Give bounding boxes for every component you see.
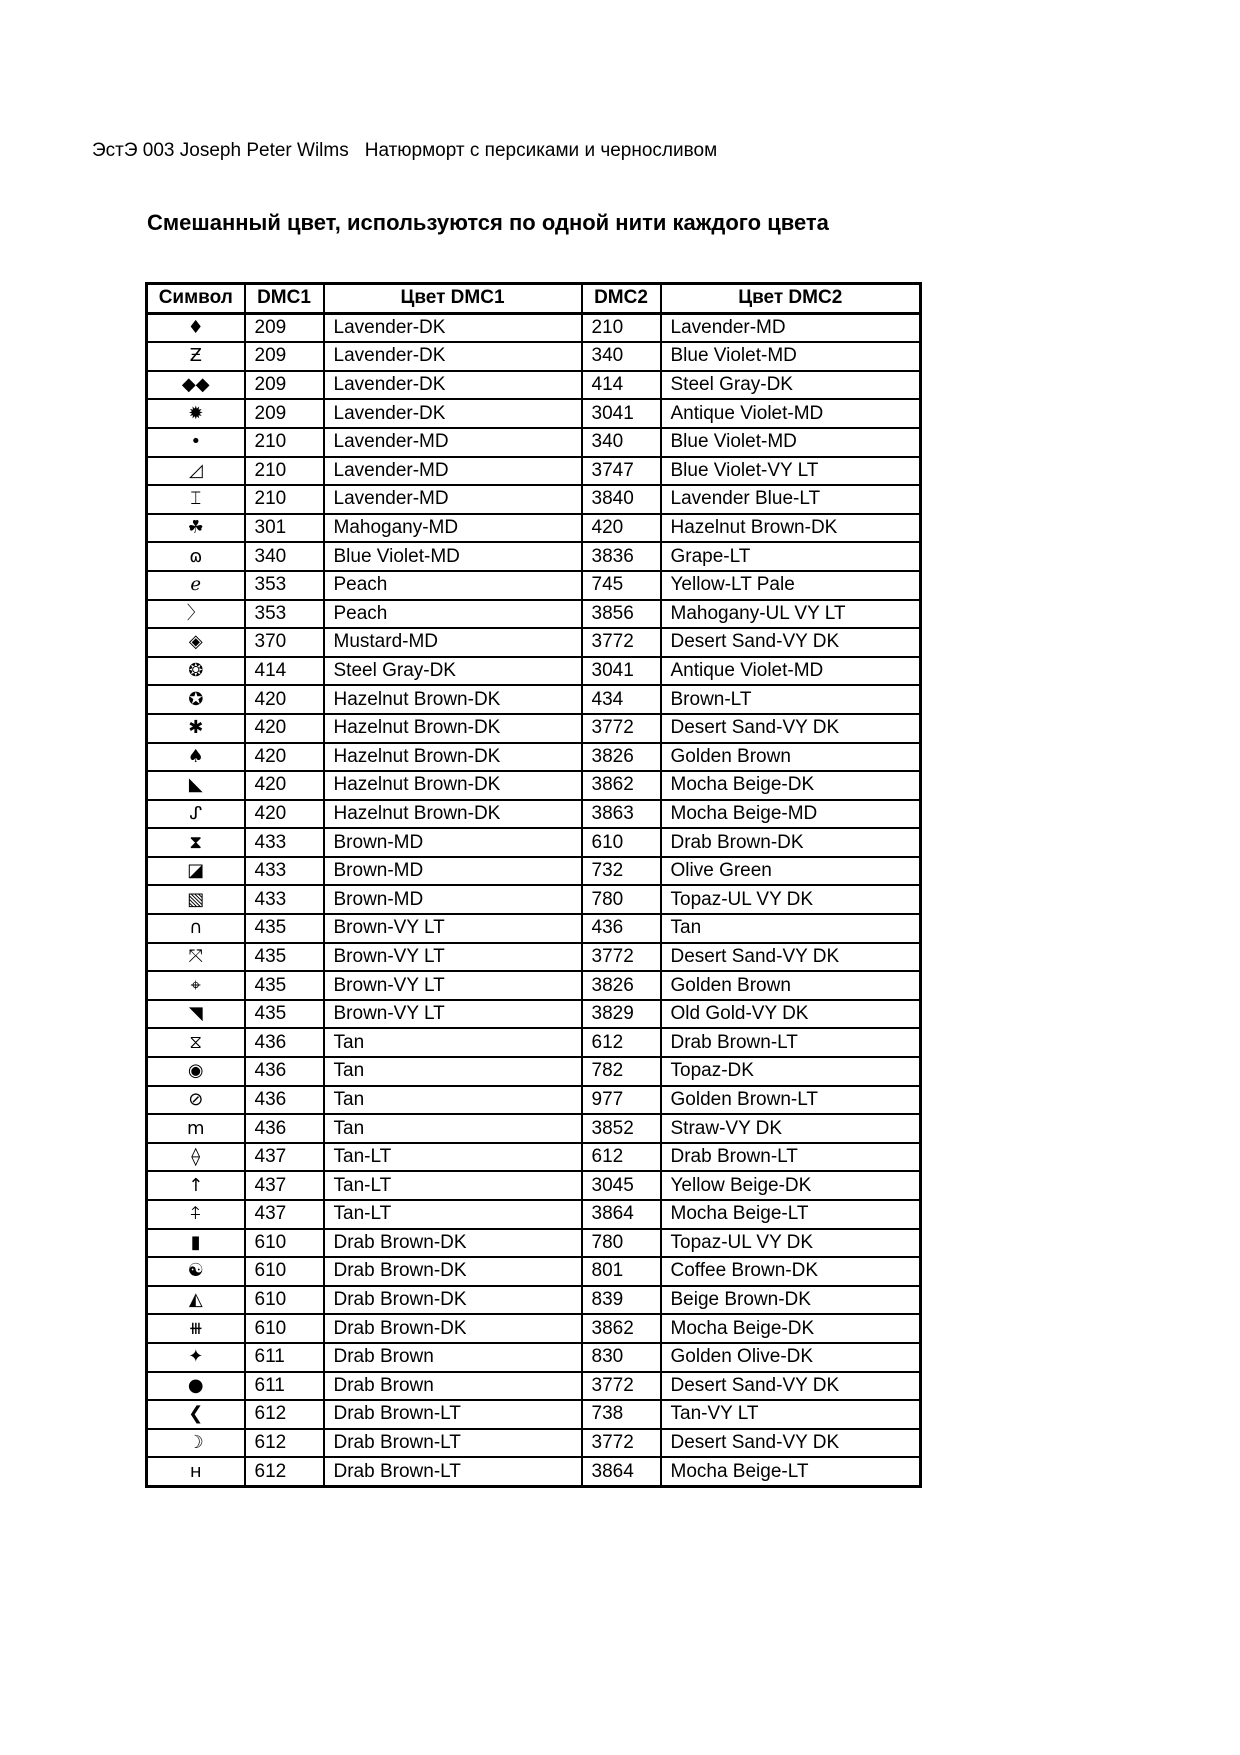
cell-dmc1: 210 [245,457,324,486]
cell-dmc2: 612 [582,1028,661,1057]
cell-symbol: ☘ [147,514,245,543]
cell-dmc1: 436 [245,1028,324,1057]
cell-dmc2: 3826 [582,971,661,1000]
cell-dmc1-color: Hazelnut Brown-DK [324,743,582,772]
table-row [147,1429,921,1458]
cell-symbol: ▧ [147,885,245,914]
table-row [147,1286,921,1315]
cell-dmc2-color: Mahogany-UL VY LT [661,600,921,629]
cell-dmc2-color: Blue Violet-MD [661,342,921,371]
table-header-row [147,284,921,314]
cell-dmc1: 436 [245,1086,324,1115]
cell-dmc1-color: Lavender-MD [324,485,582,514]
column-header-dmc1: DMC1 [245,284,324,314]
cell-symbol: ◆◆ [147,371,245,400]
cell-dmc2-color: Drab Brown-LT [661,1143,921,1172]
table-row [147,600,921,629]
cell-dmc1: 420 [245,800,324,829]
cell-dmc2-color: Mocha Beige-MD [661,800,921,829]
cell-dmc2-color: Mocha Beige-LT [661,1200,921,1229]
cell-symbol: ℯ [147,571,245,600]
table-row [147,1200,921,1229]
table-row [147,743,921,772]
cell-dmc2: 610 [582,828,661,857]
cell-dmc2-color: Grape-LT [661,542,921,571]
cell-symbol: ♠ [147,743,245,772]
cell-dmc2: 3862 [582,1314,661,1343]
cell-dmc1-color: Blue Violet-MD [324,542,582,571]
cell-symbol: ⌶ [147,485,245,514]
cell-dmc1: 420 [245,714,324,743]
cell-dmc1-color: Lavender-DK [324,313,582,342]
cell-dmc1-color: Lavender-DK [324,342,582,371]
cell-symbol: • [147,428,245,457]
pattern-title: Натюрморт с персиками и черносливом [364,140,718,161]
cell-dmc1: 612 [245,1457,324,1486]
table-row [147,457,921,486]
cell-symbol: ⧖ [147,1028,245,1057]
cell-symbol: ◉ [147,1057,245,1086]
cell-dmc1: 435 [245,1000,324,1029]
cell-dmc2: 3840 [582,485,661,514]
cell-dmc1: 433 [245,857,324,886]
cell-dmc1-color: Tan [324,1086,582,1115]
cell-dmc1: 437 [245,1143,324,1172]
cell-dmc2: 782 [582,1057,661,1086]
column-header-dmc1-color: Цвет DMC1 [324,284,582,314]
cell-symbol: ☯ [147,1257,245,1286]
table-row [147,971,921,1000]
table-row [147,714,921,743]
cell-dmc2: 3852 [582,1114,661,1143]
cell-dmc2: 3772 [582,943,661,972]
cell-dmc1-color: Drab Brown-LT [324,1400,582,1429]
table-row [147,1400,921,1429]
cell-dmc1-color: Tan-LT [324,1143,582,1172]
cell-dmc2-color: Old Gold-VY DK [661,1000,921,1029]
table-row [147,1028,921,1057]
cell-dmc2: 780 [582,1229,661,1258]
cell-dmc1-color: Tan-LT [324,1171,582,1200]
cell-dmc1-color: Drab Brown-LT [324,1457,582,1486]
table-row [147,657,921,686]
table-row [147,399,921,428]
table-row [147,1457,921,1486]
cell-dmc1: 612 [245,1429,324,1458]
cell-dmc1-color: Hazelnut Brown-DK [324,771,582,800]
cell-dmc2-color: Lavender Blue-LT [661,485,921,514]
cell-symbol: ● [147,1372,245,1401]
cell-dmc1: 611 [245,1343,324,1372]
cell-symbol: ❮ [147,1400,245,1429]
cell-dmc1-color: Lavender-DK [324,399,582,428]
cell-dmc2: 420 [582,514,661,543]
cell-dmc2: 436 [582,914,661,943]
cell-dmc1: 420 [245,685,324,714]
cell-dmc1-color: Tan-LT [324,1200,582,1229]
cell-dmc2: 839 [582,1286,661,1315]
cell-dmc2: 3856 [582,600,661,629]
cell-dmc2-color: Beige Brown-DK [661,1286,921,1315]
cell-dmc1: 436 [245,1114,324,1143]
cell-symbol: m [147,1114,245,1143]
cell-symbol: ♦ [147,313,245,342]
table-row [147,1000,921,1029]
cell-dmc1: 420 [245,743,324,772]
cell-dmc2-color: Brown-LT [661,685,921,714]
cell-dmc2: 210 [582,313,661,342]
table-row [147,1314,921,1343]
cell-dmc2-color: Topaz-UL VY DK [661,1229,921,1258]
table-row [147,313,921,342]
cell-dmc2: 3772 [582,628,661,657]
cell-dmc2-color: Lavender-MD [661,313,921,342]
cell-dmc1: 353 [245,600,324,629]
column-header-symbol: Символ [147,284,245,314]
page-title: Смешанный цвет, используются по одной нити каждого цвета [147,210,829,235]
cell-dmc2-color: Desert Sand-VY DK [661,1372,921,1401]
cell-dmc1-color: Tan [324,1114,582,1143]
cell-dmc2-color: Desert Sand-VY DK [661,943,921,972]
cell-symbol: н [147,1457,245,1486]
cell-dmc2: 3864 [582,1457,661,1486]
cell-dmc2: 830 [582,1343,661,1372]
cell-dmc1-color: Drab Brown [324,1372,582,1401]
cell-dmc2: 340 [582,428,661,457]
column-header-dmc2-color: Цвет DMC2 [661,284,921,314]
table-row [147,1114,921,1143]
cell-dmc1-color: Lavender-MD [324,457,582,486]
cell-dmc1: 301 [245,514,324,543]
table-row [147,542,921,571]
cell-dmc2: 801 [582,1257,661,1286]
cell-symbol: ✹ [147,399,245,428]
cell-dmc2-color: Olive Green [661,857,921,886]
cell-dmc2-color: Antique Violet-MD [661,657,921,686]
table-row [147,1229,921,1258]
cell-dmc2: 977 [582,1086,661,1115]
table-row [147,1143,921,1172]
cell-dmc1-color: Tan [324,1057,582,1086]
cell-symbol: ∩ [147,914,245,943]
cell-dmc2-color: Mocha Beige-DK [661,1314,921,1343]
table-row [147,428,921,457]
cell-dmc2-color: Golden Brown-LT [661,1086,921,1115]
column-header-dmc2: DMC2 [582,284,661,314]
cell-symbol: ◣ [147,771,245,800]
cell-dmc1-color: Drab Brown-DK [324,1257,582,1286]
cell-dmc1: 340 [245,542,324,571]
table-row [147,628,921,657]
cell-dmc1: 612 [245,1400,324,1429]
cell-dmc2-color: Blue Violet-MD [661,428,921,457]
cell-dmc1: 353 [245,571,324,600]
cell-dmc1-color: Brown-VY LT [324,943,582,972]
cell-dmc2: 3863 [582,800,661,829]
table-row [147,1343,921,1372]
table-body [147,313,921,1486]
cell-symbol: ▮ [147,1229,245,1258]
table-row [147,1372,921,1401]
cell-dmc2: 414 [582,371,661,400]
cell-dmc2-color: Blue Violet-VY LT [661,457,921,486]
cell-dmc1-color: Drab Brown [324,1343,582,1372]
cell-dmc1: 209 [245,342,324,371]
cell-dmc2: 732 [582,857,661,886]
cell-dmc2: 3829 [582,1000,661,1029]
cell-dmc1-color: Brown-VY LT [324,971,582,1000]
cell-dmc2-color: Tan [661,914,921,943]
cell-dmc1-color: Drab Brown-DK [324,1314,582,1343]
cell-dmc1-color: Steel Gray-DK [324,657,582,686]
cell-dmc2: 780 [582,885,661,914]
cell-symbol: ◥ [147,1000,245,1029]
table-row [147,857,921,886]
cell-dmc1: 435 [245,943,324,972]
cell-dmc1: 610 [245,1314,324,1343]
cell-dmc1: 420 [245,771,324,800]
cell-dmc2-color: Yellow Beige-DK [661,1171,921,1200]
cell-dmc2-color: Golden Brown [661,743,921,772]
cell-dmc1: 437 [245,1171,324,1200]
cell-dmc2: 3772 [582,1429,661,1458]
cell-dmc1-color: Brown-MD [324,857,582,886]
cell-dmc2-color: Drab Brown-DK [661,828,921,857]
cell-dmc1: 370 [245,628,324,657]
cell-dmc1-color: Drab Brown-LT [324,1429,582,1458]
cell-dmc1: 209 [245,399,324,428]
cell-symbol: ⍏ [147,1200,245,1229]
cell-symbol: ⌖ [147,971,245,1000]
cell-symbol: ✦ [147,1343,245,1372]
table-row [147,571,921,600]
cell-dmc1: 414 [245,657,324,686]
cell-dmc2-color: Drab Brown-LT [661,1028,921,1057]
table-row [147,885,921,914]
cell-dmc2: 3747 [582,457,661,486]
cell-dmc2-color: Golden Olive-DK [661,1343,921,1372]
cell-symbol: ⧻ [147,1314,245,1343]
cell-dmc2: 3836 [582,542,661,571]
cell-dmc1-color: Lavender-DK [324,371,582,400]
cell-dmc1: 437 [245,1200,324,1229]
table-row [147,1257,921,1286]
cell-dmc1-color: Brown-MD [324,828,582,857]
cell-dmc1: 209 [245,313,324,342]
cell-dmc1-color: Drab Brown-DK [324,1286,582,1315]
cell-dmc1-color: Tan [324,1028,582,1057]
cell-dmc1: 433 [245,885,324,914]
cell-dmc2-color: Mocha Beige-DK [661,771,921,800]
cell-symbol: ⊘ [147,1086,245,1115]
cell-dmc1-color: Hazelnut Brown-DK [324,685,582,714]
cell-dmc1-color: Mustard-MD [324,628,582,657]
cell-symbol: ✱ [147,714,245,743]
cell-dmc1-color: Peach [324,600,582,629]
table-row [147,371,921,400]
cell-symbol: ɷ [147,542,245,571]
cell-dmc1: 433 [245,828,324,857]
cell-dmc2-color: Desert Sand-VY DK [661,714,921,743]
cell-dmc1: 210 [245,428,324,457]
cell-dmc2-color: Straw-VY DK [661,1114,921,1143]
table-row [147,1057,921,1086]
cell-symbol: ❂ [147,657,245,686]
cell-dmc2-color: Topaz-DK [661,1057,921,1086]
cell-dmc2: 745 [582,571,661,600]
cell-dmc1-color: Brown-MD [324,885,582,914]
cell-dmc1-color: Peach [324,571,582,600]
cell-dmc1: 435 [245,971,324,1000]
table-row [147,514,921,543]
cell-symbol: ↑ [147,1171,245,1200]
cell-dmc2: 738 [582,1400,661,1429]
cell-dmc2-color: Antique Violet-MD [661,399,921,428]
cell-symbol: ◿ [147,457,245,486]
table-row [147,800,921,829]
cell-dmc1: 436 [245,1057,324,1086]
cell-dmc1: 610 [245,1286,324,1315]
cell-dmc1-color: Brown-VY LT [324,1000,582,1029]
cell-dmc1-color: Mahogany-MD [324,514,582,543]
cell-dmc2: 434 [582,685,661,714]
cell-symbol: ᔑ [147,800,245,829]
cell-dmc2: 3041 [582,399,661,428]
cell-symbol: ◪ [147,857,245,886]
cell-dmc2-color: Desert Sand-VY DK [661,628,921,657]
cell-dmc1: 209 [245,371,324,400]
blended-colors-table [145,282,922,1488]
cell-dmc1-color: Hazelnut Brown-DK [324,800,582,829]
cell-dmc2-color: Steel Gray-DK [661,371,921,400]
cell-dmc2: 3772 [582,1372,661,1401]
cell-dmc2-color: Tan-VY LT [661,1400,921,1429]
cell-dmc2: 3045 [582,1171,661,1200]
cell-symbol: ◈ [147,628,245,657]
pattern-author: Joseph Peter Wilms [179,140,349,161]
cell-dmc2: 3041 [582,657,661,686]
table-row [147,342,921,371]
cell-dmc1-color: Lavender-MD [324,428,582,457]
cell-dmc2: 3864 [582,1200,661,1229]
table-row [147,828,921,857]
table-row [147,943,921,972]
cell-dmc2-color: Golden Brown [661,971,921,1000]
cell-symbol: ☽ [147,1429,245,1458]
table-row [147,1171,921,1200]
pattern-code: ЭстЭ 003 [92,140,175,161]
cell-dmc1: 610 [245,1257,324,1286]
table-row [147,914,921,943]
cell-dmc2-color: Topaz-UL VY DK [661,885,921,914]
cell-dmc2-color: Desert Sand-VY DK [661,1429,921,1458]
cell-symbol: Ƶ [147,342,245,371]
cell-symbol: 〉 [147,600,245,629]
cell-dmc1: 611 [245,1372,324,1401]
cell-symbol: ⟠ [147,1143,245,1172]
cell-symbol: ◭ [147,1286,245,1315]
document-header [92,140,717,162]
table-row [147,771,921,800]
cell-dmc2: 3772 [582,714,661,743]
cell-dmc1: 210 [245,485,324,514]
cell-dmc2-color: Mocha Beige-LT [661,1457,921,1486]
table-row [147,485,921,514]
cell-dmc2: 612 [582,1143,661,1172]
cell-dmc1: 610 [245,1229,324,1258]
table-row [147,685,921,714]
cell-dmc2-color: Yellow-LT Pale [661,571,921,600]
cell-dmc1-color: Drab Brown-DK [324,1229,582,1258]
cell-symbol: ⤧ [147,943,245,972]
cell-dmc1: 435 [245,914,324,943]
table-row [147,1086,921,1115]
cell-dmc2: 3826 [582,743,661,772]
cell-dmc2: 3862 [582,771,661,800]
cell-dmc2-color: Hazelnut Brown-DK [661,514,921,543]
cell-dmc1-color: Brown-VY LT [324,914,582,943]
cell-dmc2-color: Coffee Brown-DK [661,1257,921,1286]
cell-dmc1-color: Hazelnut Brown-DK [324,714,582,743]
cell-symbol: ⧗ [147,828,245,857]
cell-dmc2: 340 [582,342,661,371]
cell-symbol: ✪ [147,685,245,714]
